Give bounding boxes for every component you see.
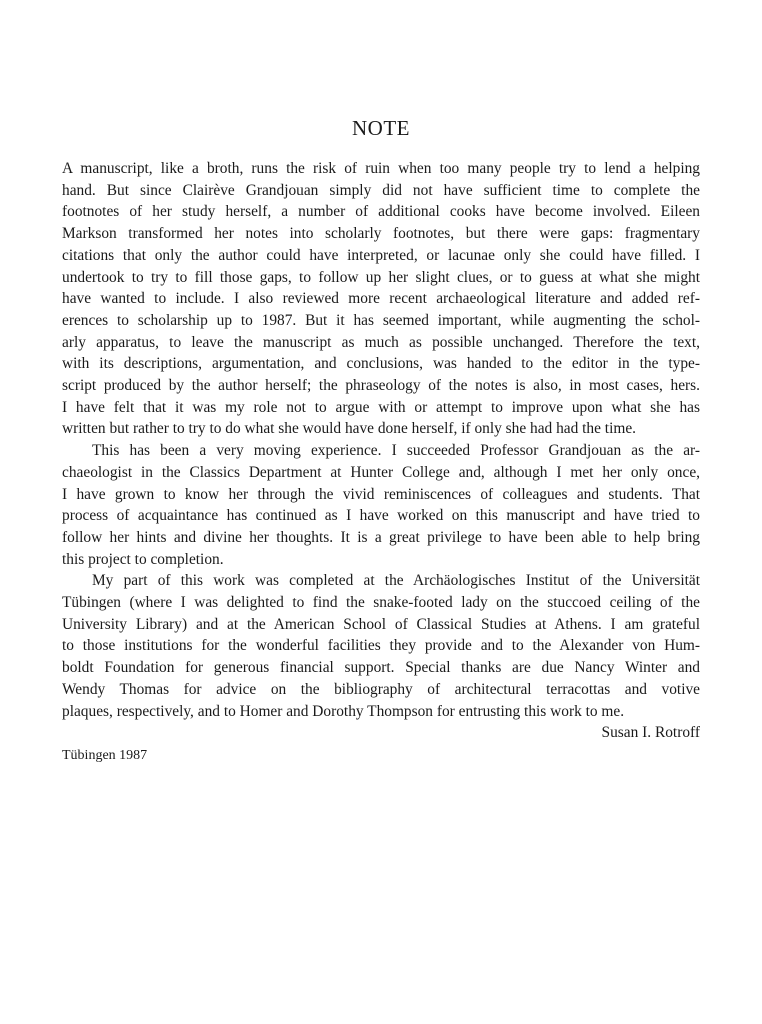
text-line: Markson transformed her notes into scholarly footnotes, but there were gaps: fragmentary [62,225,700,243]
text-line: written but rather to try to do what she would have done herself, if only she had had the time. [62,420,637,438]
text-line: Wendy Thomas for advice on the bibliography of architectural terracottas and votive [62,680,700,698]
place-date: Tübingen 1987 [62,748,148,763]
text-line: footnotes of her study herself, a number of additional cooks have become involved. Eileen [62,203,700,221]
note-page [62,116,700,722]
paragraph [62,158,700,440]
note-body [62,158,700,722]
page-title: NOTE [352,116,410,140]
text-line: have wanted to include. I also reviewed more recent archaeological literature and added ref- [62,290,700,308]
paragraph [62,570,700,722]
text-line: I have felt that it was my role not to argue with or attempt to improve upon what she has [62,398,700,416]
text-line: to those institutions for the wonderful facilities they provide and to the Alexander von Hum- [62,637,700,655]
text-line: follow her hints and divine her thoughts. It is a great privilege to have been able to help bring [62,528,700,546]
text-line: with its descriptions, argumentation, and conclusions, was handed to the editor in the type- [62,355,700,373]
text-line: I have grown to know her through the vivid reminiscences of colleagues and students. That [62,485,700,503]
text-line: script produced by the author herself; the phraseology of the notes is also, in most cases, hers. [62,377,700,395]
text-line: A manuscript, like a broth, runs the risk of ruin when too many people try to lend a helping [62,160,700,177]
paragraph [62,440,700,570]
text-line: plaques, respectively, and to Homer and Dorothy Thompson for entrusting this work to me. [62,702,625,720]
author-signature: Susan I. Rotroff [601,724,700,741]
text-line: undertook to try to fill those gaps, to follow up her slight clues, or to guess at what she might [62,268,700,286]
text-line: Tübingen (where I was delighted to find the snake-footed lady on the stuccoed ceiling of the [62,594,700,612]
text-line: this project to completion. [62,550,224,568]
text-line: citations that only the author could have interpreted, or lacunae only she could have filled. I [62,246,700,264]
text-line: process of acquaintance has continued as I have worked on this manuscript and have tried to [62,507,700,525]
text-line: hand. But since Clairève Grandjouan simply did not have sufficient time to complete the [62,181,700,199]
text-line: chaeologist in the Classics Department at Hunter College and, although I met her only once, [62,463,700,481]
text-line: University Library) and at the American School of Classical Studies at Athens. I am grateful [62,615,700,633]
text-line: erences to scholarship up to 1987. But it has seemed important, while augmenting the schol- [62,311,700,329]
text-line: boldt Foundation for generous financial support. Special thanks are due Nancy Winter and [62,659,700,677]
text-line: This has been a very moving experience. I succeeded Professor Grandjouan as the ar- [92,442,700,460]
text-line: My part of this work was completed at the Archäologisches Institut of the Universität [92,572,700,590]
text-line: arly apparatus, to leave the manuscript as much as possible unchanged. Therefore the text, [62,333,700,351]
